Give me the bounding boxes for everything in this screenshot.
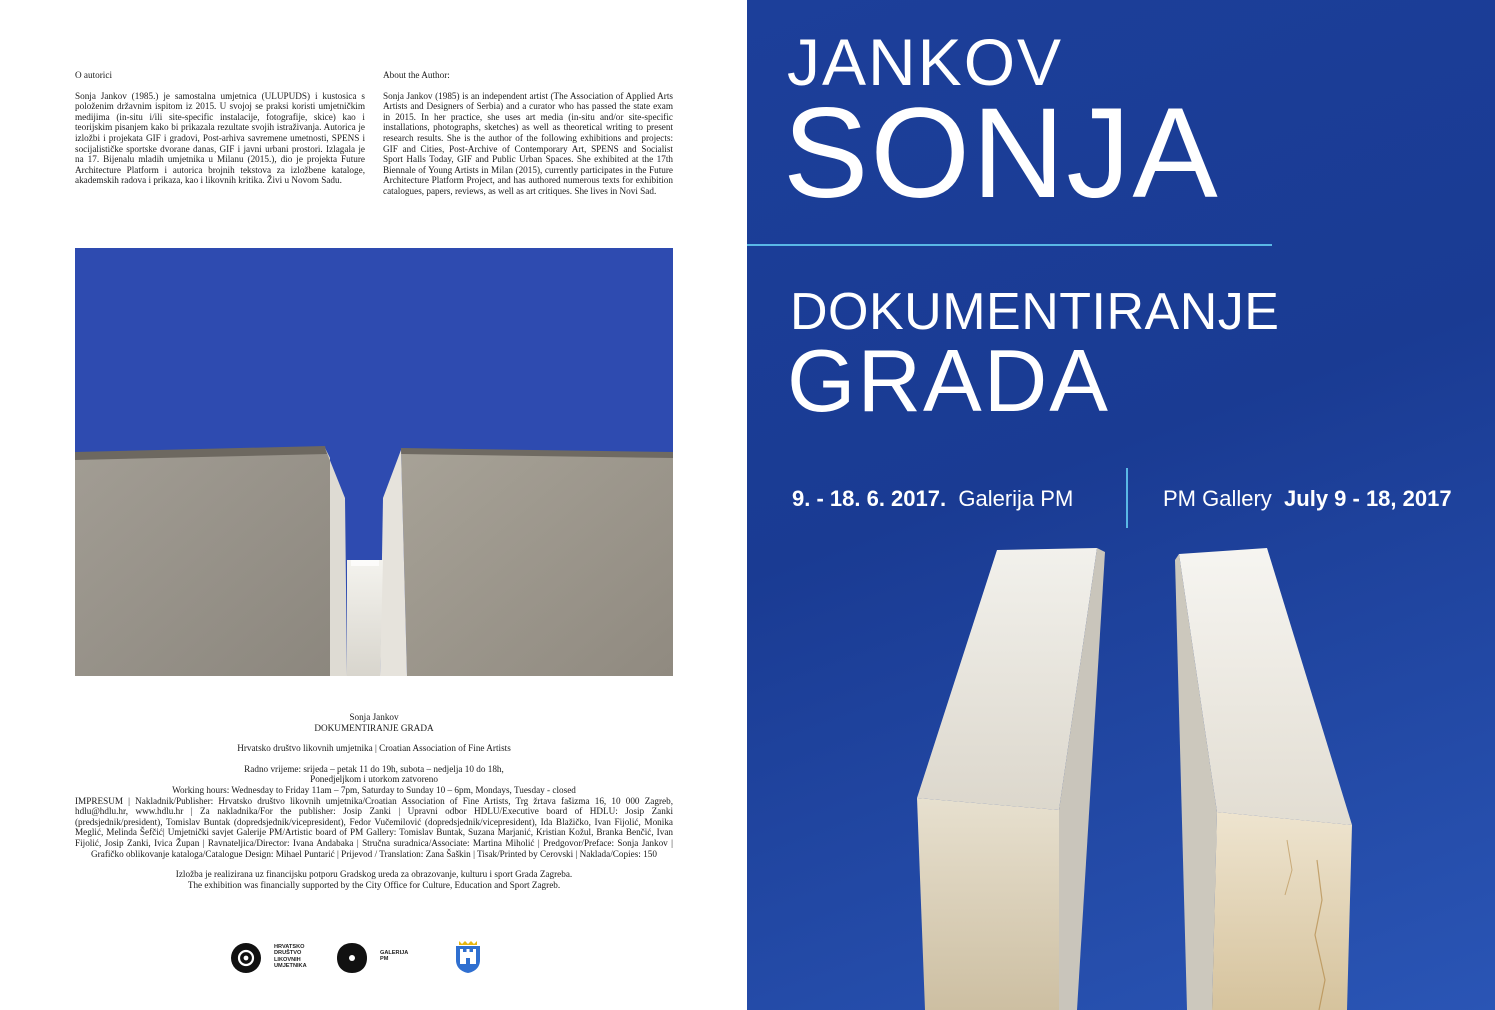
dates-en [1163,484,1452,514]
venue-en: PM Gallery [1163,486,1272,511]
about-text-hr: Sonja Jankov (1985.) je samostalna umjetnica (ULUPUDS) i kustosica s položenim državnim ispitom iz 2015. U svojoj se praksi koristi umjetničkim medijima (in-situ i/ili site-specific instalacije, fotografije, skice) kao i teorijskim pisanjem kako bi prikazala rezultate svojih istraživanja. Autorica je izložbi i projekata GIF i gradovi, Post-arhiva savremene umetnosti, SPENS i socijalističke sportske dvorane danas, GIF i javni urbani prostori. Izlagala je na 17. Bijenalu mladih umjetnika u Milanu (2015.), dio je projekta Future Architecture Platform i autorica brojnih tekstova za izložbene kataloge, akademskih radova i prikaza, kao i likovnih kritika. Živi u Novom Sadu. [75,90,365,186]
galerija-pm-logo-text: GALERIJA PM [380,950,409,963]
dates-hr-value: 9. - 18. 6. 2017. [792,486,947,511]
exhibition-title-line1: DOKUMENTIRANJE [790,283,1280,341]
artwork-photo [75,248,673,676]
about-text-en: Sonja Jankov (1985) is an independent artist (The Association of Applied Arts Artists and Designers of Serbia) and a curator who has passed the state exam in 2015. In her practice, she uses art media (in-situ and/or site-specific installations, photographs, sketches) as well as theoretical writing to present research results. She is the author of the following exhibitions and projects: GIF and Cities, Post-Archive of Contemporary Art, SPENS and Socialist Sport Halls Today, GIF and Public Urban Spaces. She exhibited at the 17th Biennale of Young Artists in Milan (2015), currently participates in the Future Architecture Platform Project, and has authored numerous texts for exhibition catalogues, papers, reviews, as well as art critiques. She lives in Novi Sad. [383,90,673,196]
hours-hr-1: Radno vrijeme: srijeda – petak 11 do 19h, subota – nedjelja 10 do 18h, [244,763,504,774]
zagreb-coat-of-arms-icon [455,940,481,974]
artist-surname: JANKOV [787,25,1064,99]
left-page [0,0,747,1010]
hdlu-logo-icon [230,942,262,974]
hours-hr-2: Ponedjeljkom i utorkom zatvoreno [310,774,438,785]
credits-association: Hrvatsko društvo likovnih umjetnika | Croatian Association of Fine Artists [237,743,511,754]
about-author-en [383,70,673,197]
support-en: The exhibition was financially supported by the City Office for Culture, Education and Sport Zagreb. [187,879,561,890]
hours-en: Working hours: Wednesday to Friday 11am – 7pm, Saturday to Sunday 10 – 6pm, Mondays, Tuesday - closed [172,784,576,795]
hdlu-logo-text: HRVATSKO DRUŠTVO LIKOVNIH UMJETNIKA [274,944,307,970]
cover-sculpture-photo [747,540,1495,1010]
dates-en-value: July 9 - 18, 2017 [1284,486,1452,511]
dates-divider [1126,468,1128,528]
credits-artist: Sonja Jankov [349,712,399,722]
dates-hr [792,484,1073,514]
about-heading-en: About the Author: [383,70,450,80]
credits-title: DOKUMENTIRANJE GRADA [314,722,434,733]
exhibition-title-line2: GRADA [787,331,1110,430]
about-heading-hr: O autorici [75,70,112,80]
title-divider [747,244,1272,246]
artist-name: SONJA [783,82,1220,225]
sponsor-logos [230,940,530,976]
support-hr: Izložba je realizirana uz financijsku potporu Gradskog ureda za obrazovanje, kulturu i sport Grada Zagreba. [175,869,573,880]
about-author-hr [75,70,365,186]
impresum: IMPRESUM | Nakladnik/Publisher: Hrvatsko društvo likovnih umjetnika/Croatian Association of Fine Artists, Trg žrtava fašizma 16, 10 000 Zagreb, hdlu@hdlu.hr, www.hdlu.hr | Za nakladnika/For the publisher: Josip Zanki | Upravni odbor HDLU/Executive board of HDLU: Josip Zanki (predsjednik/president), Tomislav Buntak (dopredsjednik/vicepresident), Fedor Vučemilović (dopredsjednik/vicepresident), Ida Blažičko, Ivan Fijolić, Monika Meglić, Melinda Šefčić| Umjetnički savjet Galerije PM/Artistic board of PM Gallery: Tomislav Buntak, Suzana Marjanić, Kristian Kožul, Branka Benčić, Ivan Fijolić, Josip Zanki, Ivica Župan | Ravnateljica/Director: Ivana Andabaka | Stručna suradnica/Associate: Martina Miholić | Predgovor/Preface: Sonja Jankov | Grafičko oblikovanje kataloga/Catalogue Design: Mihael Puntarić | Prijevod / Translation: Zana Šaškin | Tisak/Printed by Cerovski | Naklada/Copies: 150 [75,795,673,859]
galerija-pm-logo-icon [336,942,368,974]
venue-hr: Galerija PM [958,486,1074,511]
colophon [75,712,673,890]
